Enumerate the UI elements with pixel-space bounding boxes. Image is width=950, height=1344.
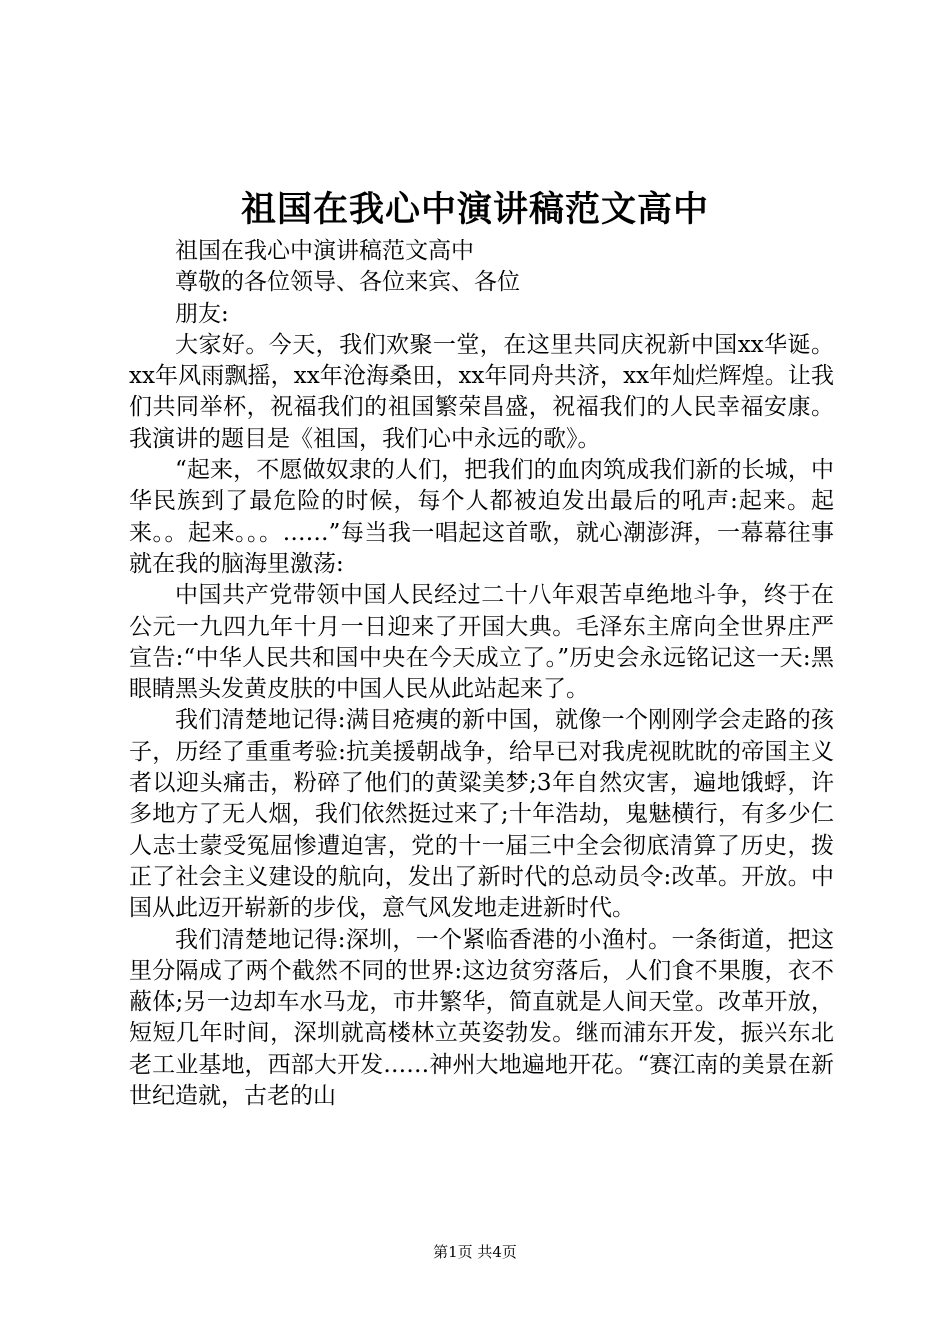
document-title: 祖国在我心中演讲稿范文高中 bbox=[240, 189, 709, 230]
body-paragraph-shenzhen: 我们清楚地记得:深圳，一个紧临香港的小渔村。一条街道，把这里分隔成了两个截然不同的世界:这边贫穷落后，人们食不果腹，衣不蔽体;另一边却车水马龙，市井繁华，简直就是人间天堂。改革开放，短短几年时间，深圳就高楼林立英姿勃发。继而浦东开发，振兴东北老工业基地，西部大开发……神州大地遍地开花。“赛江南的美景在新世纪造就，古老的山 bbox=[129, 926, 834, 1110]
body-paragraph-greeting: 大家好。今天，我们欢聚一堂，在这里共同庆祝新中国xx华诞。xx年风雨飘摇，xx年沧海桑田，xx年同舟共济，xx年灿烂辉煌。让我们共同举杯，祝福我们的祖国繁荣昌盛，祝福我们的人民幸福安康。我演讲的题目是《祖国，我们心中永远的歌》。 bbox=[129, 331, 834, 452]
body-paragraph-salutation: 尊敬的各位领导、各位来宾、各位 bbox=[175, 269, 520, 296]
document-body bbox=[129, 236, 834, 1112]
body-paragraph-anthem: “起来，不愿做奴隶的人们，把我们的血肉筑成我们新的长城，中华民族到了最危险的时候，每个人都被迫发出最后的吼声:起来。起来。。起来。。。……”每当我一唱起这首歌，就心潮澎湃，一幕幕往事就在我的脑海里激荡: bbox=[129, 457, 834, 577]
page-footer: 第1页 共4页 bbox=[433, 1243, 517, 1261]
body-paragraph-subtitle: 祖国在我心中演讲稿范文高中 bbox=[175, 238, 474, 264]
body-paragraph-founding: 中国共产党带领中国人民经过二十八年艰苦卓绝地斗争，终于在公元一九四九年十月一日迎来了开国大典。毛泽东主席向全世界庄严宣告:“中华人民共和国中央在今天成立了。”历史会永远铭记这一天:黑眼睛黑头发黄皮肤的中国人民从此站起来了。 bbox=[129, 582, 834, 703]
body-paragraph-trials: 我们清楚地记得:满目疮痍的新中国，就像一个刚刚学会走路的孩子，历经了重重考验:抗美援朝战争，给早已对我虎视眈眈的帝国主义者以迎头痛击，粉碎了他们的黄粱美梦;3年自然灾害，遍地饿蜉，许多地方了无人烟，我们依然挺过来了;十年浩劫，鬼魅横行，有多少仁人志士蒙受冤屈惨遭迫害，党的十一届三中全会彻底清算了历史，拨正了社会主义建设的航向，发出了新时代的总动员令:改革。开放。中国从此迈开崭新的步伐，意气风发地走进新时代。 bbox=[129, 707, 834, 922]
body-paragraph-salutation-end: 朋友: bbox=[175, 300, 229, 327]
